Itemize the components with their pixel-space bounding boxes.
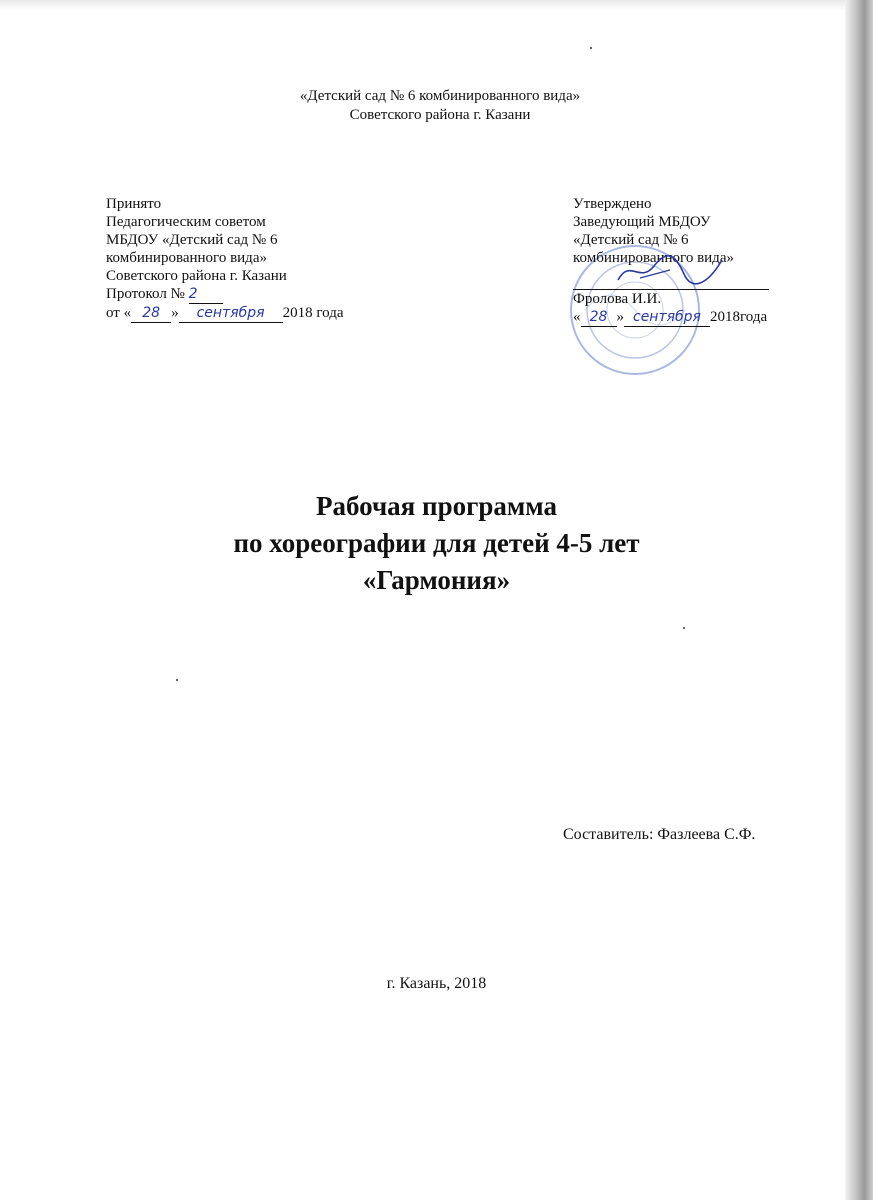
organization-header <box>180 87 700 125</box>
accepted-block <box>106 195 344 323</box>
accepted-date-line <box>106 304 344 323</box>
approved-position: Заведующий МБДОУ <box>573 214 711 230</box>
accepted-date-suffix: 2018 года <box>282 305 344 321</box>
accepted-date-prefix: от « <box>106 305 132 321</box>
accepted-org-3: Советского района г. Казани <box>106 268 287 284</box>
protocol-line <box>106 285 344 304</box>
scan-right-edge <box>845 0 873 1200</box>
approved-date-day: 28 <box>581 308 617 327</box>
title-line-2: по хореографии для детей 4-5 лет <box>233 528 640 558</box>
accepted-org-2: комбинированного вида» <box>106 250 267 266</box>
composer-line: Составитель: Фазлеева С.Ф. <box>563 826 756 843</box>
accepted-org-1: МБДОУ «Детский сад № 6 <box>106 232 278 248</box>
scan-speck <box>590 47 592 49</box>
accepted-date-mid: » <box>171 305 179 321</box>
approved-org-1: «Детский сад № 6 <box>573 232 689 248</box>
approved-label: Утверждено <box>573 196 652 212</box>
scan-speck <box>176 679 178 681</box>
header-line-1: «Детский сад № 6 комбинированного вида» <box>299 88 581 104</box>
approved-date-mid: » <box>616 309 624 325</box>
approved-date-line <box>573 308 769 327</box>
protocol-number: 2 <box>189 285 223 304</box>
city-year: г. Казань, 2018 <box>386 975 487 992</box>
accepted-date-day: 28 <box>131 304 171 323</box>
accepted-label: Принято <box>106 196 162 212</box>
approved-org-2: комбинированного вида» <box>573 250 734 266</box>
scan-top-edge <box>0 0 873 10</box>
approved-date-month: сентября <box>624 308 710 327</box>
title-line-1: Рабочая программа <box>316 491 557 521</box>
protocol-label: Протокол № <box>106 286 185 302</box>
scan-speck <box>683 627 685 629</box>
document-title <box>0 488 873 599</box>
title-line-3: «Гармония» <box>362 565 511 595</box>
head-name: Фролова И.И. <box>573 291 662 307</box>
accepted-date-month: сентября <box>179 304 283 323</box>
header-line-2: Советского района г. Казани <box>349 107 531 123</box>
handwritten-signature <box>610 250 730 290</box>
approved-date-prefix: « <box>573 309 581 325</box>
approved-date-suffix: 2018года <box>710 309 768 325</box>
accepted-council: Педагогическим советом <box>106 214 266 230</box>
